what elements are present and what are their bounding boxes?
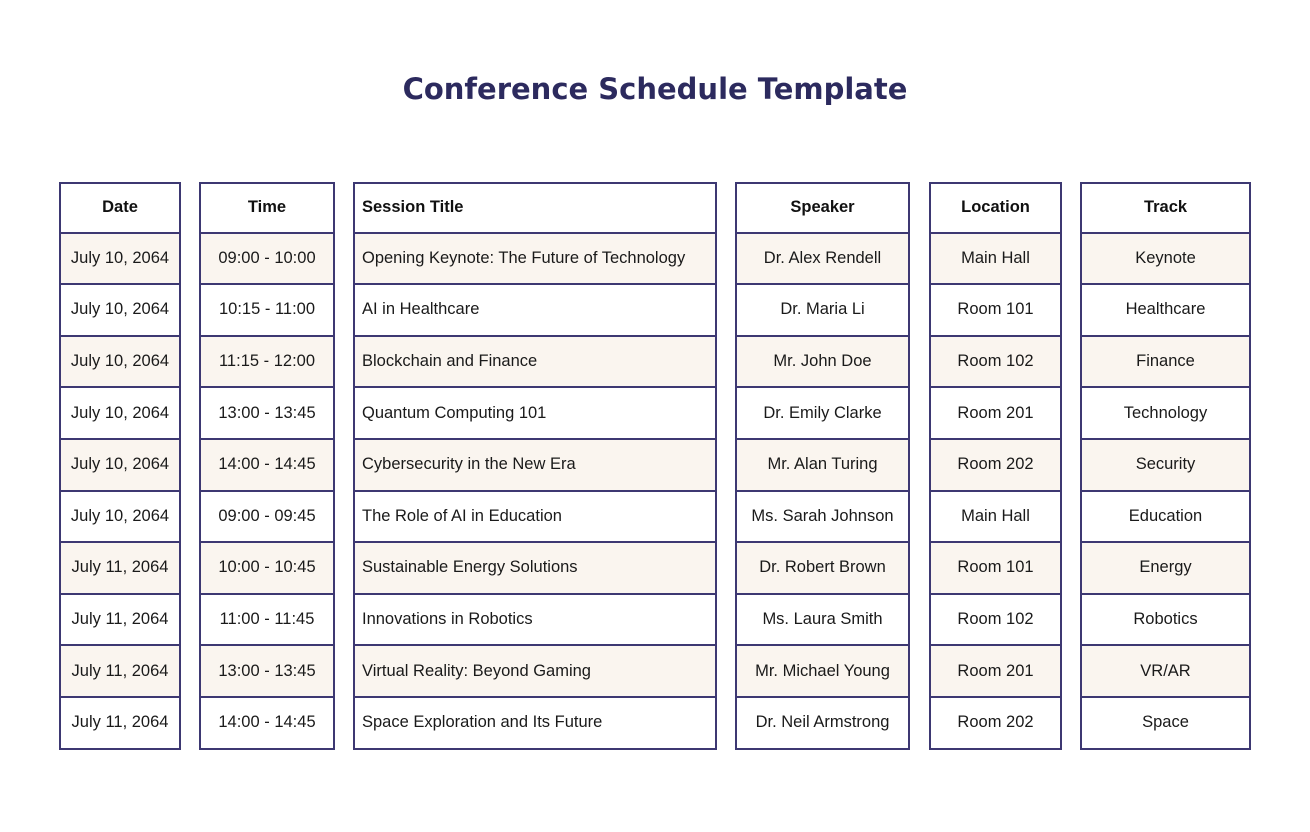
date-column [59, 182, 181, 750]
date-header: Date [59, 182, 181, 234]
location-cell: Main Hall [929, 234, 1062, 286]
time-header: Time [199, 182, 335, 234]
location-cell: Main Hall [929, 492, 1062, 544]
track-header: Track [1080, 182, 1251, 234]
session-title-cell: Opening Keynote: The Future of Technology [353, 234, 717, 286]
session-title-header: Session Title [353, 182, 717, 234]
location-header: Location [929, 182, 1062, 234]
location-cell: Room 201 [929, 646, 1062, 698]
session-title-cell: Space Exploration and Its Future [353, 698, 717, 750]
time-cell: 09:00 - 10:00 [199, 234, 335, 286]
date-cell: July 10, 2064 [59, 285, 181, 337]
date-cell: July 10, 2064 [59, 492, 181, 544]
speaker-cell: Dr. Maria Li [735, 285, 910, 337]
session-title-cell: Quantum Computing 101 [353, 388, 717, 440]
track-cell: Energy [1080, 543, 1251, 595]
speaker-cell: Dr. Robert Brown [735, 543, 910, 595]
session-title-cell: Sustainable Energy Solutions [353, 543, 717, 595]
date-cell: July 11, 2064 [59, 595, 181, 647]
location-cell: Room 201 [929, 388, 1062, 440]
session-title-cell: Virtual Reality: Beyond Gaming [353, 646, 717, 698]
speaker-cell: Mr. John Doe [735, 337, 910, 389]
date-cell: July 10, 2064 [59, 440, 181, 492]
time-cell: 13:00 - 13:45 [199, 646, 335, 698]
session-title-cell: Innovations in Robotics [353, 595, 717, 647]
track-cell: Technology [1080, 388, 1251, 440]
speaker-column [735, 182, 910, 750]
track-cell: VR/AR [1080, 646, 1251, 698]
speaker-cell: Mr. Michael Young [735, 646, 910, 698]
speaker-cell: Ms. Laura Smith [735, 595, 910, 647]
track-cell: Healthcare [1080, 285, 1251, 337]
time-cell: 10:00 - 10:45 [199, 543, 335, 595]
time-cell: 13:00 - 13:45 [199, 388, 335, 440]
track-cell: Space [1080, 698, 1251, 750]
speaker-cell: Dr. Emily Clarke [735, 388, 910, 440]
time-cell: 09:00 - 09:45 [199, 492, 335, 544]
session-title-cell: Cybersecurity in the New Era [353, 440, 717, 492]
time-column [199, 182, 335, 750]
time-cell: 11:15 - 12:00 [199, 337, 335, 389]
location-cell: Room 102 [929, 337, 1062, 389]
date-cell: July 10, 2064 [59, 388, 181, 440]
date-cell: July 10, 2064 [59, 234, 181, 286]
time-cell: 14:00 - 14:45 [199, 698, 335, 750]
location-cell: Room 202 [929, 698, 1062, 750]
location-cell: Room 101 [929, 543, 1062, 595]
session-title-cell: Blockchain and Finance [353, 337, 717, 389]
track-cell: Keynote [1080, 234, 1251, 286]
location-cell: Room 101 [929, 285, 1062, 337]
speaker-cell: Dr. Neil Armstrong [735, 698, 910, 750]
session-title-column [353, 182, 717, 750]
time-cell: 10:15 - 11:00 [199, 285, 335, 337]
speaker-cell: Dr. Alex Rendell [735, 234, 910, 286]
time-cell: 14:00 - 14:45 [199, 440, 335, 492]
track-cell: Robotics [1080, 595, 1251, 647]
date-cell: July 10, 2064 [59, 337, 181, 389]
speaker-cell: Mr. Alan Turing [735, 440, 910, 492]
track-column [1080, 182, 1251, 750]
location-column [929, 182, 1062, 750]
location-cell: Room 202 [929, 440, 1062, 492]
time-cell: 11:00 - 11:45 [199, 595, 335, 647]
date-cell: July 11, 2064 [59, 646, 181, 698]
track-cell: Security [1080, 440, 1251, 492]
session-title-cell: The Role of AI in Education [353, 492, 717, 544]
track-cell: Education [1080, 492, 1251, 544]
speaker-cell: Ms. Sarah Johnson [735, 492, 910, 544]
track-cell: Finance [1080, 337, 1251, 389]
date-cell: July 11, 2064 [59, 698, 181, 750]
date-cell: July 11, 2064 [59, 543, 181, 595]
speaker-header: Speaker [735, 182, 910, 234]
session-title-cell: AI in Healthcare [353, 285, 717, 337]
page-title: Conference Schedule Template [402, 72, 908, 106]
location-cell: Room 102 [929, 595, 1062, 647]
